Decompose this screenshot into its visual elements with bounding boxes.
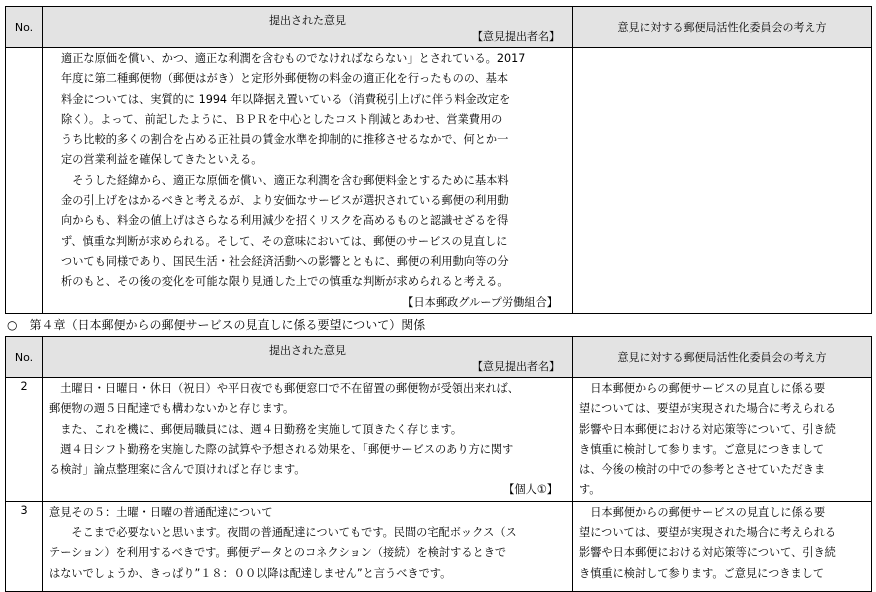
opinion-line: そうした経緯から、適正な原価を償い、適正な利潤を含む郵便料金とするために基本料 (61, 173, 509, 187)
opinion-line: はないでしょうか、きっぱり”１８：００以降は配達しません”と言うべきです。 (49, 566, 452, 580)
header-no: No. (6, 337, 43, 378)
header-no: No. (6, 7, 43, 48)
table-header-row (6, 7, 872, 48)
chapter-heading: ○ 第４章（日本郵便からの郵便サービスの見直しに係る要望について）関係 (7, 318, 426, 332)
table-row (6, 501, 872, 591)
submitter-name: 【個人①】 (503, 483, 558, 497)
opinion-line: 週４日シフト勤務を実施した際の試算や予想される効果を、「郵便サービスのあり方に関す (49, 442, 514, 456)
opinion-line: る検討」論点整理案に含んで頂ければと存じます。 (49, 463, 306, 477)
header-submitter-label: 【意見提出者名】 (472, 30, 560, 43)
response-line: き慎重に検討して参ります。ご意見につきまして (579, 566, 825, 580)
opinion-line: ついても同様であり、国民生活・社会経済活動への影響とともに、郵便の利用動向等の分 (61, 254, 509, 268)
response-line: す。 (579, 483, 601, 497)
response-line: き慎重に検討して参ります。ご意見につきまして (579, 442, 825, 456)
header-opinion-label: 提出された意見 (269, 344, 346, 357)
opinion-cell (43, 48, 573, 314)
response-line: 影響や日本郵便における対応策等について、引き続 (579, 546, 836, 560)
opinion-line: うち比較的多くの割合を占める正社員の賃金水準を抑制的に推移させるなかで、何とか一 (61, 133, 509, 147)
response-line: 望については、要望が実現された場合に考えられる (579, 402, 837, 416)
opinion-line: 意見その５：土曜・日曜の普通配達について (49, 505, 273, 519)
opinion-line: そこまで必要ないと思います。夜間の普通配達についてもです。民間の宅配ボックス（ス (49, 526, 517, 540)
committee-response-cell (573, 378, 872, 502)
response-line: 影響や日本郵便における対応策等について、引き続 (579, 422, 836, 436)
header-opinion-label: 提出された意見 (269, 14, 346, 27)
opinion-table-chapter4 (5, 336, 872, 592)
response-line: 日本郵便からの郵便サービスの見直しに係る要 (579, 382, 826, 395)
row-number: 3 (6, 501, 43, 591)
header-committee: 意見に対する郵便局活性化委員会の考え方 (573, 337, 872, 378)
committee-response-cell (573, 501, 872, 591)
opinion-cell (43, 501, 573, 591)
opinion-line: 析のもと、その後の変化を可能な限り見通した上での慎重な判断が求められると考える。 (61, 275, 509, 289)
header-committee: 意見に対する郵便局活性化委員会の考え方 (573, 7, 872, 48)
opinion-line: 向からも、料金の値上げはさらなる利用減少を招くリスクを高めるものと認識せざるを得 (61, 214, 509, 228)
response-line: 望については、要望が実現された場合に考えられる (579, 526, 837, 540)
row-number-cell (6, 48, 43, 314)
opinion-table-top (5, 6, 872, 314)
opinion-line: ず、慎重な判断が求められる。そして、その意味においては、郵便のサービスの見直しに (61, 234, 508, 248)
response-line: 日本郵便からの郵便サービスの見直しに係る要 (579, 505, 826, 519)
opinion-line: テーション）を利用するべきです。郵便データとのコネクション（接続）を検討するときで (49, 546, 507, 560)
opinion-line: 年度に第二種郵便物（郵便はがき）と定形外郵便物の料金の適正化を行ったものの、基本 (61, 72, 509, 86)
opinion-line: 料金については、実質的に 1994 年以降据え置いている（消費税引上げに伴う料金改定を (61, 92, 511, 106)
opinion-line: 土曜日・日曜日・休日（祝日）や平日夜でも郵便窓口で不在留置の郵便物が受領出来れば、 (49, 382, 519, 395)
opinion-line: 適正な原価を償い、かつ、適正な利潤を含むものでなければならない」とされている。2017 (61, 52, 526, 65)
opinion-line: また、これを機に、郵便局職員には、週４日勤務を実施して頂きたく存じます。 (49, 422, 463, 436)
row-number: 2 (6, 378, 43, 502)
table-row (6, 48, 872, 314)
opinion-cell (43, 378, 573, 502)
response-line: は、今後の検討の中での参考とさせていただきま (579, 463, 826, 477)
header-submitter-label: 【意見提出者名】 (472, 360, 560, 373)
opinion-line: 定の営業利益を確保してきたといえる。 (61, 153, 263, 167)
opinion-line: 金の引上げをはかるべきと考えるが、より安価なサービスが選択されている郵便の利用動 (61, 194, 509, 208)
opinion-line: 除く）。よって、前記したように、ＢＰＲを中心としたコスト削減とあわせ、営業費用の (61, 112, 503, 126)
committee-response-cell (573, 48, 872, 314)
submitter-name: 【日本郵政グループ労働組合】 (402, 295, 558, 309)
table-header-row (6, 337, 872, 378)
header-opinion (43, 337, 573, 378)
table-row (6, 378, 872, 502)
opinion-line: 郵便物の週５日配達でも構わないかと存じます。 (49, 402, 295, 416)
header-opinion (43, 7, 573, 48)
